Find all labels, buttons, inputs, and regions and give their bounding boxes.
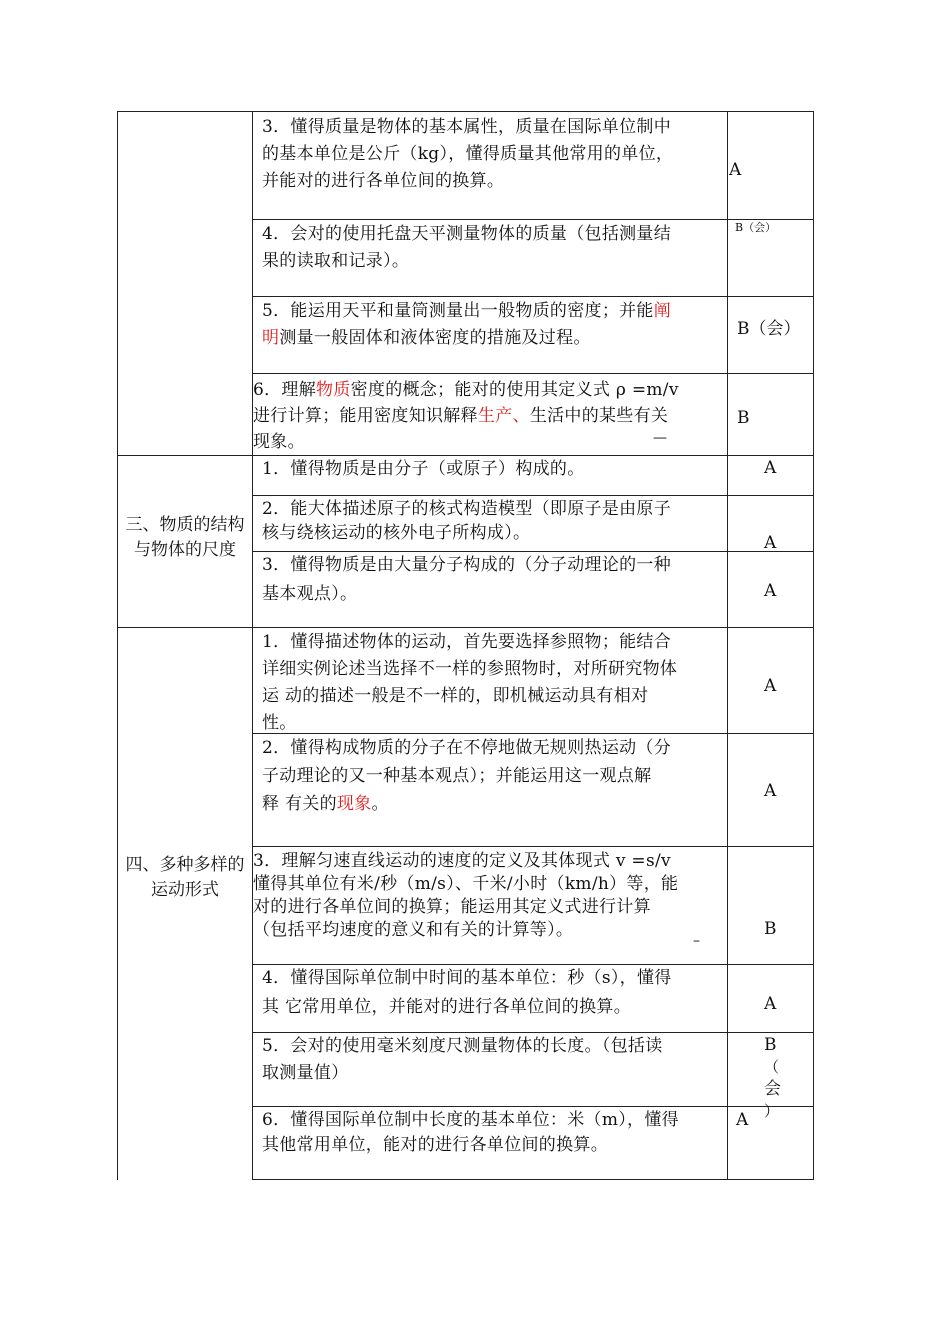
table-border-top [117, 111, 814, 112]
row-text-line: 其他常用单位，能对的进行各单位间的换算。 [262, 1135, 608, 1155]
row-text-line: 6．懂得国际单位制中长度的基本单位：米（m），懂得 [262, 1110, 679, 1130]
level-char: ） [764, 1102, 780, 1120]
level-badge: A [764, 994, 777, 1014]
section-title-motion: 四、多种多样的运动形式 [125, 855, 245, 900]
row-divider [252, 846, 814, 847]
section-divider [117, 627, 814, 628]
row-text-line: 5．会对的使用毫米刻度尺测量物体的长度。（包括读 [262, 1036, 663, 1056]
level-char: （ [764, 1058, 780, 1076]
row-text-line: 5．能运用天平和量筒测量出一般物质的密度；并能阐 [262, 301, 672, 321]
row-text-line: 取测量值） [262, 1063, 349, 1083]
row-divider [252, 733, 814, 734]
row-text-line: 释 有关的现象。 [262, 794, 389, 814]
level-badge: B（会） [737, 319, 801, 339]
table-border-left [117, 111, 118, 1180]
row-text-line: 果的读取和记录）。 [262, 251, 410, 271]
row-text-line: 3．理解匀速直线运动的速度的定义及其体现式 v =s/v [253, 851, 671, 871]
level-badge: A [764, 676, 777, 696]
level-badge-vertical [728, 1033, 813, 1120]
level-badge: A [764, 533, 777, 553]
level-badge: A [736, 1110, 749, 1130]
row-text-line: 2．能大体描述原子的核式构造模型（即原子是由原子 [262, 499, 672, 519]
row-text-line: 6．理解物质密度的概念；能对的使用其定义式 ρ =m/v [253, 380, 679, 400]
row-divider [252, 296, 814, 297]
row-divider [252, 373, 814, 374]
section-title-structure: 三、物质的结构与物体的尺度 [125, 515, 245, 560]
row-text-line: 性。 [262, 713, 297, 733]
level-badge: A [764, 458, 777, 478]
level-char: 会 [764, 1079, 781, 1099]
level-badge: B（会） [735, 221, 777, 234]
row-text-line: 运 动的描述一般是不一样的，即机械运动具有相对 [262, 686, 649, 706]
row-text-line: 其 它常用单位，并能对的进行各单位间的换算。 [262, 997, 632, 1017]
row-text-line: 明测量一般固体和液体密度的措施及过程。 [262, 328, 591, 348]
row-text-line: 3．懂得质量是物体的基本属性，质量在国际单位制中 [262, 117, 672, 137]
row-text-line: 4．会对的使用托盘天平测量物体的质量（包括测量结 [262, 224, 672, 244]
row-text-line: （包括平均速度的意义和有关的计算等）。 [253, 920, 574, 940]
row-text-line: 现象。 [253, 432, 305, 452]
level-char: B [764, 1035, 777, 1055]
overline-mark: – [693, 933, 700, 949]
table-border-right [813, 111, 814, 1180]
table-divider-col1 [252, 111, 253, 1180]
row-text-line: 的基本单位是公斤（kg），懂得质量其他常用的单位， [262, 144, 674, 164]
level-badge: A [764, 781, 777, 801]
row-text-line: 2．懂得构成物质的分子在不停地做无规则热运动（分 [262, 738, 672, 758]
row-text-line: 子动理论的又一种基本观点）；并能运用这一观点解 [262, 766, 652, 786]
row-text-line: 基本观点）。 [262, 584, 358, 604]
row-text-line: 对的进行各单位间的换算；能运用其定义式进行计算 [253, 897, 651, 917]
level-badge: B [737, 408, 750, 428]
row-text-line: 并能对的进行各单位间的换算。 [262, 171, 505, 191]
row-text-line: 核与绕核运动的核外电子所构成）。 [262, 523, 531, 543]
level-badge: B [764, 919, 777, 939]
row-text-line: 懂得其单位有米/秒（m/s）、千米/小时（km/h）等，能 [253, 874, 679, 894]
table-border-bottom [252, 1179, 814, 1180]
row-text-line: 3．懂得物质是由大量分子构成的（分子动理论的一种 [262, 555, 672, 575]
row-text-line: 1．懂得描述物体的运动，首先要选择参照物；能结合 [262, 632, 672, 652]
row-text-line: 进行计算；能用密度知识解释生产、生活中的某些有关 [253, 406, 669, 426]
table-divider-col2 [727, 111, 728, 1180]
level-badge: A [729, 160, 742, 180]
level-badge: A [764, 581, 777, 601]
row-divider [252, 219, 814, 220]
row-text-line: 1．懂得物质是由分子（或原子）构成的。 [262, 459, 585, 479]
row-text-line: 4．懂得国际单位制中时间的基本单位：秒（s），懂得 [262, 968, 672, 988]
overline-mark: — [653, 430, 667, 446]
row-text-line: 详细实例论述当选择不一样的参照物时，对所研究物体 [262, 659, 678, 679]
